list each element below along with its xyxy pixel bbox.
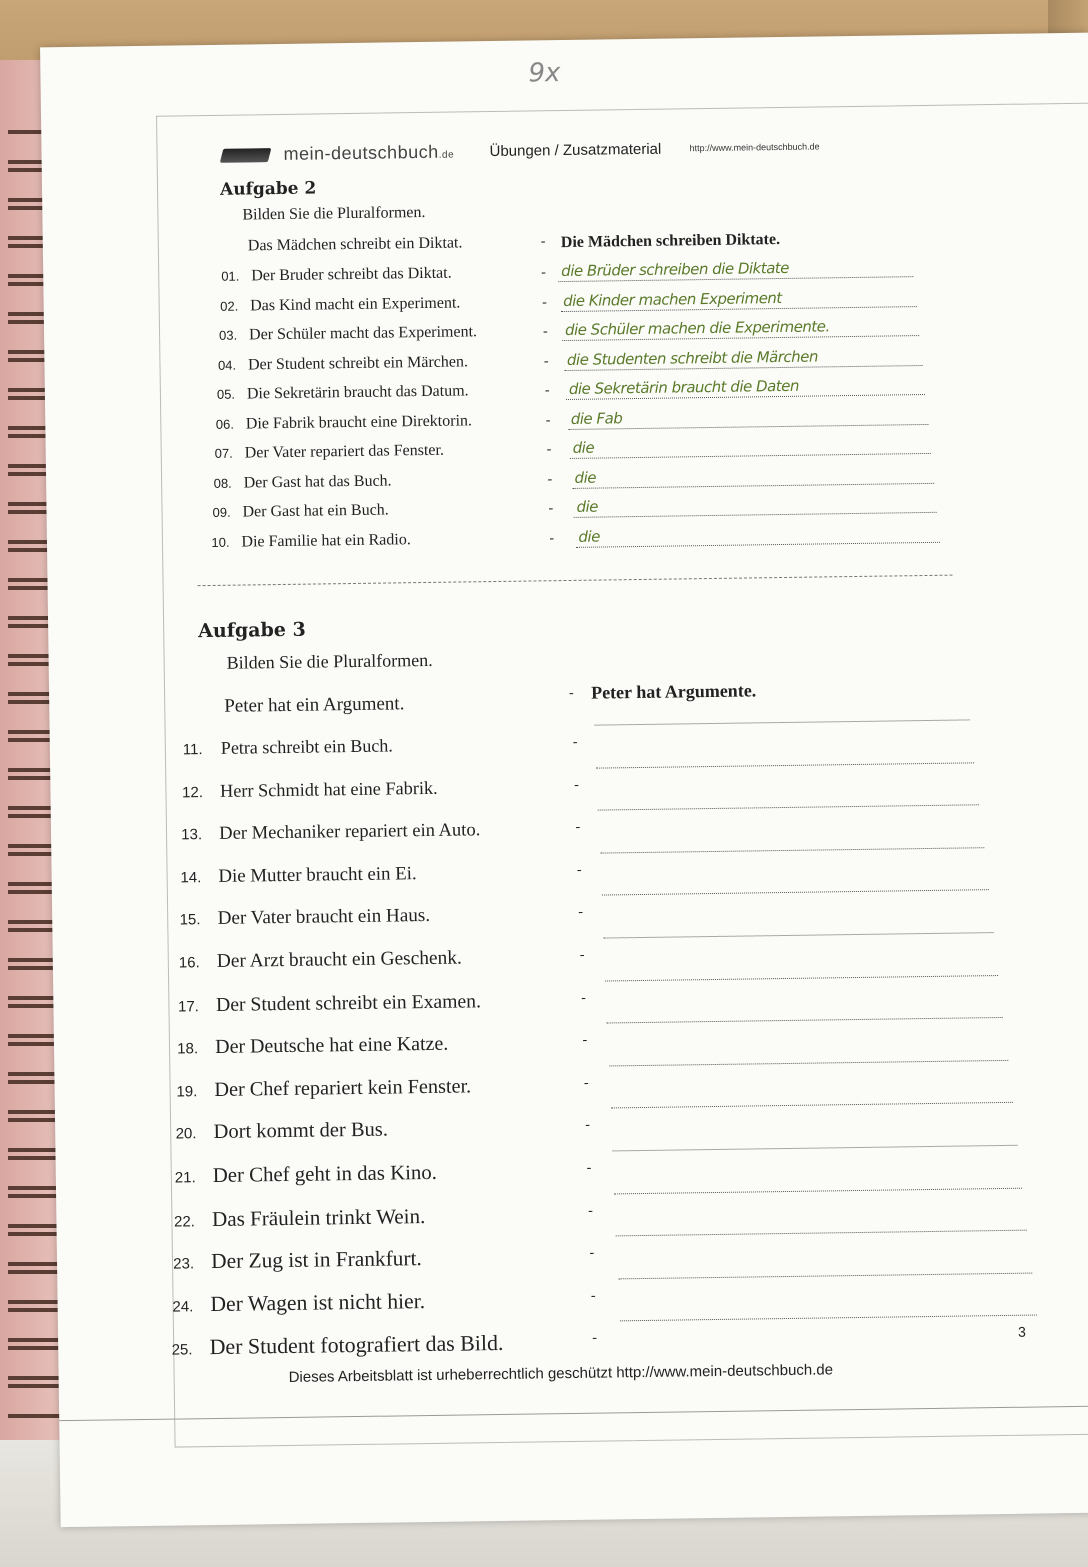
answer-line[interactable] [596, 762, 974, 768]
handwritten-answer: die [572, 438, 595, 457]
answer-line[interactable] [609, 1060, 1008, 1067]
item-sentence: Das Kind macht ein Experiment. [250, 293, 461, 314]
aufgabe3-example-answer: Peter hat Argumente. [590, 680, 757, 703]
aufgabe2-example-answer: Die Mädchen schreiben Diktate. [560, 231, 781, 252]
exercise-row [173, 1246, 422, 1274]
answer-line[interactable] [576, 541, 940, 547]
item-sentence: Der Schüler macht das Experiment. [248, 323, 478, 344]
dash: - [590, 1288, 596, 1304]
handwritten-answer: die Studenten schreibt die Märchen [566, 346, 819, 369]
item-number: 06. [215, 416, 235, 432]
item-sentence: Der Student schreibt ein Examen. [215, 989, 482, 1016]
item-number: 08. [213, 475, 232, 491]
exercise-row [181, 819, 480, 845]
handwritten-answer: die Fab [570, 408, 623, 428]
item-sentence: Der Chef geht in das Kino. [212, 1160, 438, 1188]
item-sentence: Herr Schmidt hat eine Fabrik. [219, 777, 438, 801]
answer-line[interactable] [574, 512, 937, 518]
dash: - [592, 1331, 598, 1347]
item-number: 05. [216, 386, 236, 402]
exercise-row [174, 1204, 426, 1230]
dash: - [578, 905, 584, 921]
dash: - [585, 1118, 591, 1134]
handwritten-answer: die [578, 527, 600, 546]
dash: - [575, 820, 581, 836]
exercise-row [219, 323, 477, 349]
item-number: 22. [173, 1212, 196, 1231]
exercise-row [221, 265, 452, 290]
answer-line[interactable] [570, 453, 931, 459]
exercise-row [218, 353, 468, 378]
dash: - [549, 530, 555, 546]
dash: - [586, 1160, 592, 1176]
item-number: 21. [174, 1169, 196, 1187]
dash: - [543, 353, 549, 369]
worksheet-content [40, 33, 1088, 1527]
copyright-footer: Dieses Arbeitsblatt ist urheberrechtlich geschützt http://www.mein-deutschbuch.de [288, 1361, 834, 1386]
handwritten-answer: die Kinder machen Experiment [563, 288, 782, 310]
item-sentence: Der Arzt braucht ein Geschenk. [216, 947, 462, 972]
book-icon [220, 148, 272, 163]
item-number: 24. [172, 1298, 194, 1316]
item-sentence: Der Gast hat das Buch. [243, 471, 392, 492]
item-sentence: Der Gast hat ein Buch. [242, 501, 389, 521]
worksheet-paper [40, 33, 1088, 1527]
item-sentence: Der Vater braucht ein Haus. [217, 905, 431, 930]
answer-line[interactable] [572, 482, 934, 488]
item-sentence: Der Wagen ist nicht hier. [210, 1288, 426, 1316]
exercise-row [180, 863, 416, 888]
dash: - [581, 990, 586, 1006]
exercise-row [220, 294, 460, 319]
answer-line[interactable] [620, 1315, 1037, 1322]
dash: - [572, 734, 578, 750]
item-sentence: Der Deutsche hat eine Katze. [215, 1032, 449, 1059]
header-url: http://www.mein-deutschbuch.de [689, 141, 820, 154]
item-sentence: Die Mutter braucht ein Ei. [218, 862, 417, 887]
answer-line[interactable] [604, 932, 994, 938]
item-number: 11. [182, 741, 203, 759]
answer-line[interactable] [605, 975, 998, 981]
worksheet-header [221, 135, 921, 171]
dash: - [545, 412, 551, 428]
item-sentence: Der Mechaniker repariert ein Auto. [219, 819, 481, 845]
answer-line[interactable] [611, 1102, 1013, 1109]
exercise-row [176, 1075, 471, 1101]
exercise-row [172, 1289, 425, 1315]
exercise-row [216, 412, 472, 438]
item-number: 17. [177, 997, 200, 1016]
item-sentence: Der Bruder schreibt das Diktat. [251, 264, 452, 285]
header-section: Übungen / Zusatzmaterial [489, 140, 662, 161]
dash: - [542, 324, 548, 340]
item-number: 20. [175, 1125, 197, 1143]
section-separator [198, 575, 953, 587]
item-number: 07. [214, 445, 233, 461]
brand-name [283, 142, 454, 165]
item-sentence: Petra schreibt ein Buch. [220, 735, 393, 758]
aufgabe2-example-sentence: Das Mädchen schreibt ein Diktat. [247, 234, 463, 255]
item-number: 03. [218, 327, 238, 343]
page-number: 3 [1017, 1323, 1026, 1340]
item-sentence: Der Chef repariert kein Fenster. [214, 1075, 472, 1101]
item-number: 16. [178, 954, 200, 972]
handwritten-answer: die [576, 497, 599, 516]
aufgabe2-instruction: Bilden Sie die Pluralformen. [242, 203, 426, 224]
dash: - [589, 1245, 595, 1261]
item-sentence: Der Vater repariert das Fenster. [244, 441, 445, 462]
exercise-row [215, 442, 444, 467]
dash: - [583, 1075, 589, 1091]
item-number: 02. [220, 298, 239, 314]
exercise-row [178, 990, 481, 1016]
exercise-row [179, 948, 462, 974]
item-sentence: Der Zug ist in Frankfurt. [211, 1246, 422, 1274]
answer-line[interactable] [598, 804, 979, 810]
item-number: 15. [179, 911, 201, 929]
exercise-row [182, 777, 438, 803]
dash: - [588, 1203, 593, 1219]
item-sentence: Der Student schreibt ein Märchen. [247, 352, 469, 373]
dash: - [576, 862, 582, 878]
exercise-row [211, 531, 411, 556]
item-sentence: Die Familie hat ein Radio. [241, 530, 411, 551]
dash: - [544, 383, 550, 399]
exercise-row [179, 905, 430, 930]
answer-line[interactable] [607, 1017, 1003, 1024]
item-number: 04. [217, 357, 237, 373]
handwritten-answer: die Schüler machen die Experimente. [564, 317, 830, 340]
aufgabe3-instruction: Bilden Sie die Pluralformen. [226, 649, 433, 673]
dash: - [574, 777, 579, 793]
exercise-row [171, 1330, 504, 1360]
item-sentence: Die Sekretärin braucht das Datum. [246, 382, 469, 403]
item-number: 13. [181, 826, 203, 844]
item-sentence: Das Fräulein trinkt Wein. [211, 1203, 426, 1231]
answer-line[interactable] [602, 890, 989, 896]
item-number: 25. [171, 1341, 193, 1359]
answer-line[interactable] [618, 1272, 1032, 1279]
exercise-row [175, 1119, 388, 1144]
answer-line[interactable] [614, 1187, 1022, 1194]
dash: - [582, 1032, 588, 1049]
item-number: 23. [173, 1255, 195, 1273]
handwritten-answer: die [574, 468, 597, 487]
dash: - [546, 442, 552, 458]
item-number: 12. [181, 783, 204, 801]
dash: - [542, 294, 547, 310]
exercise-row [177, 1033, 448, 1059]
aufgabe3-example-sentence: Peter hat ein Argument. [224, 693, 405, 717]
item-sentence: Die Fabrik braucht eine Direktorin. [245, 411, 473, 432]
answer-line[interactable] [595, 719, 970, 725]
answer-line[interactable] [600, 847, 984, 853]
item-number: 01. [221, 268, 240, 284]
brand-text: mein-deutschbuch [283, 141, 439, 164]
dash: - [541, 265, 547, 281]
answer-line[interactable] [613, 1145, 1018, 1152]
exercise-row [212, 501, 388, 525]
exercise-row [214, 472, 392, 496]
item-sentence: Der Student fotografiert das Bild. [209, 1330, 504, 1360]
aufgabe2-title: Aufgabe 2 [219, 178, 317, 200]
answer-line[interactable] [616, 1230, 1027, 1237]
dash: - [540, 234, 546, 250]
exercise-row [175, 1161, 437, 1187]
exercise-row [217, 382, 469, 408]
exercise-row [183, 735, 393, 760]
dash: - [547, 471, 553, 487]
item-number: 10. [211, 534, 230, 550]
pencil-note: 9x [528, 58, 561, 89]
brand-suffix: .de [438, 149, 455, 161]
dash: - [548, 501, 554, 517]
aufgabe3-title: Aufgabe 3 [198, 618, 306, 643]
item-number: 18. [177, 1040, 199, 1058]
item-number: 09. [212, 504, 231, 520]
handwritten-answer: die Brüder schreiben die Diktate [561, 258, 790, 281]
item-sentence: Dort kommt der Bus. [213, 1118, 389, 1144]
item-number: 14. [180, 868, 202, 887]
item-number: 19. [176, 1083, 198, 1101]
dash: - [569, 685, 574, 701]
handwritten-answer: die Sekretärin braucht die Daten [568, 376, 800, 398]
dash: - [579, 947, 585, 963]
